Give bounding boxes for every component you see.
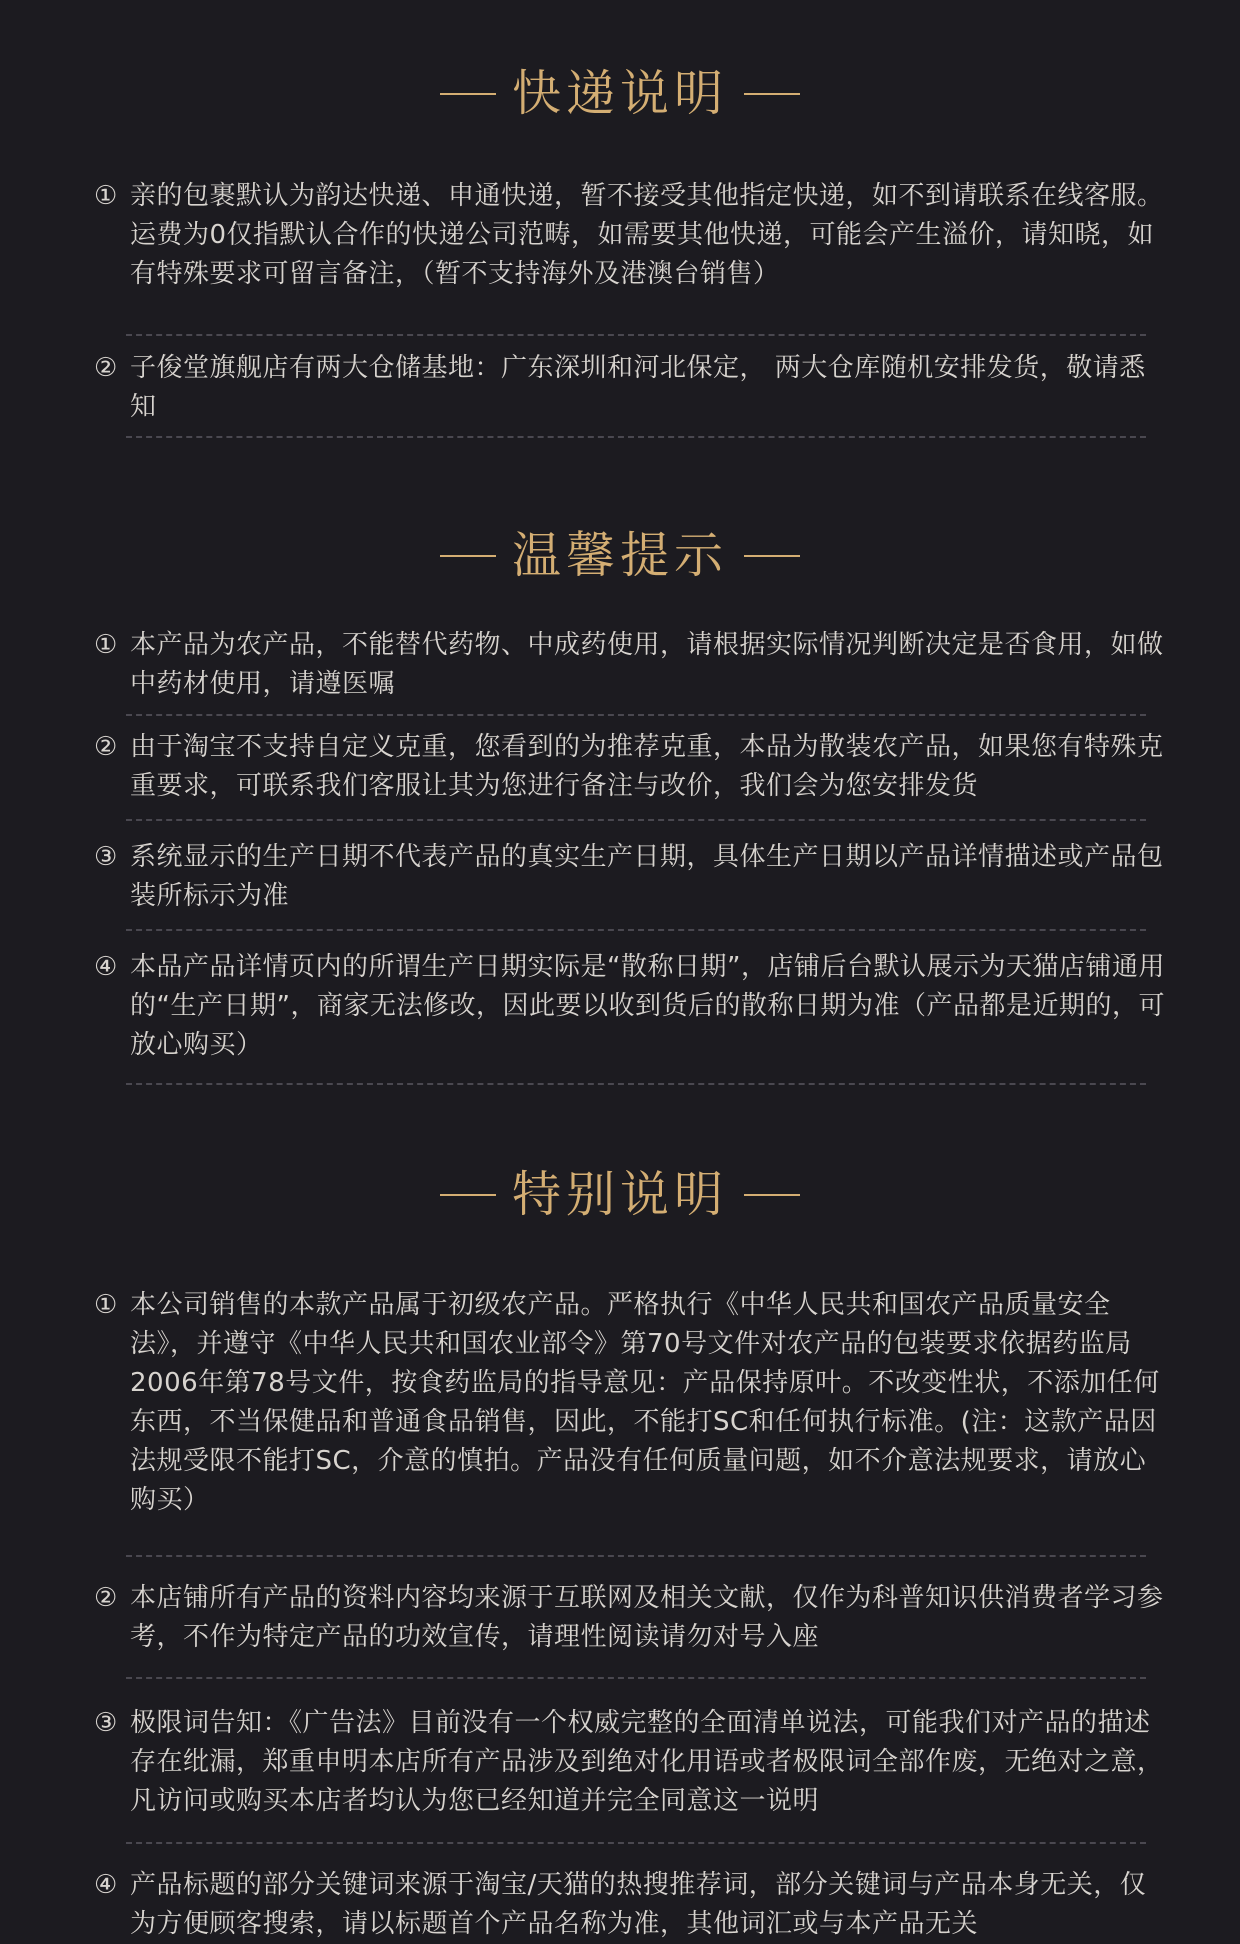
section-title-text: 温馨提示 bbox=[511, 527, 728, 584]
item-number: ② bbox=[94, 1583, 118, 1613]
list-item bbox=[94, 1866, 1166, 1944]
dashed-divider bbox=[126, 714, 1146, 716]
list-item bbox=[94, 838, 1166, 916]
list-item bbox=[94, 948, 1166, 1065]
dashed-divider bbox=[126, 1842, 1146, 1844]
item-number: ① bbox=[94, 181, 118, 211]
list-item bbox=[94, 349, 1166, 427]
dashed-divider bbox=[126, 436, 1146, 438]
item-text: 本产品为农产品，不能替代药物、中成药使用，请根据实际情况判断决定是否食用，如做中药材使用，请遵医嘱 bbox=[130, 630, 1164, 699]
list-item bbox=[94, 626, 1166, 704]
section-title-text: 特别说明 bbox=[511, 1166, 728, 1223]
dashed-divider bbox=[126, 929, 1146, 931]
list-item bbox=[94, 177, 1166, 294]
item-text: 由于淘宝不支持自定义克重，您看到的为推荐克重，本品为散装农产品，如果您有特殊克重要求，可联系我们客服让其为您进行备注与改价，我们会为您安排发货 bbox=[130, 732, 1164, 801]
item-number: ② bbox=[94, 732, 118, 762]
section-title-tips bbox=[0, 526, 1240, 586]
title-dash-right bbox=[744, 1194, 800, 1196]
dashed-divider bbox=[126, 1555, 1146, 1557]
title-dash-right bbox=[744, 93, 800, 95]
section-title-special bbox=[0, 1165, 1240, 1225]
item-number: ③ bbox=[94, 842, 118, 872]
item-text: 极限词告知：《广告法》目前没有一个权威完整的全面清单说法，可能我们对产品的描述存在纰漏，郑重申明本店所有产品涉及到绝对化用语或者极限词全部作废，无绝对之意，凡访问或购买本店者均认为您已经知道并完全同意这一说明 bbox=[130, 1708, 1164, 1816]
section-title-text: 快递说明 bbox=[511, 65, 728, 122]
item-number: ④ bbox=[94, 952, 118, 982]
item-number: ③ bbox=[94, 1708, 118, 1738]
title-dash-left bbox=[440, 1194, 496, 1196]
item-number: ① bbox=[94, 1290, 118, 1320]
item-number: ② bbox=[94, 353, 118, 383]
dashed-divider bbox=[126, 334, 1146, 336]
list-item bbox=[94, 728, 1166, 806]
dashed-divider bbox=[126, 1677, 1146, 1679]
dashed-divider bbox=[126, 1083, 1146, 1085]
item-text: 系统显示的生产日期不代表产品的真实生产日期，具体生产日期以产品详情描述或产品包装所标示为准 bbox=[130, 842, 1164, 911]
item-number: ④ bbox=[94, 1870, 118, 1900]
list-item bbox=[94, 1579, 1166, 1657]
list-item bbox=[94, 1286, 1166, 1520]
item-text: 子俊堂旗舰店有两大仓储基地：广东深圳和河北保定， 两大仓库随机安排发货，敬请悉知 bbox=[130, 353, 1146, 422]
item-text: 本公司销售的本款产品属于初级农产品。严格执行《中华人民共和国农产品质量安全法》，并遵守《中华人民共和国农业部令》第70号文件对农产品的包装要求依据药监局2006年第78号文件，按食药监局的指导意见：产品保持原叶。不改变性状，不添加任何东西，不当保健品和普通食品销售，因此，不能打SC和任何执行标准。(注：这款产品因法规受限不能打SC，介意的慎拍。产品没有任何质量问题，如不介意法规要求，请放心购买） bbox=[130, 1290, 1160, 1515]
item-number: ① bbox=[94, 630, 118, 660]
title-dash-left bbox=[440, 555, 496, 557]
item-text: 本品产品详情页内的所谓生产日期实际是“散称日期”，店铺后台默认展示为天猫店铺通用的“生产日期”，商家无法修改，因此要以收到货后的散称日期为准（产品都是近期的，可放心购买） bbox=[130, 952, 1165, 1060]
dashed-divider bbox=[126, 819, 1146, 821]
title-dash-right bbox=[744, 555, 800, 557]
item-text: 亲的包裹默认为韵达快递、申通快递，暂不接受其他指定快递，如不到请联系在线客服。运费为0仅指默认合作的快递公司范畴，如需要其他快递，可能会产生溢价，请知晓，如有特殊要求可留言备注，（暂不支持海外及港澳台销售） bbox=[130, 181, 1164, 289]
title-dash-left bbox=[440, 93, 496, 95]
section-title-express bbox=[0, 64, 1240, 124]
list-item bbox=[94, 1704, 1166, 1821]
item-text: 产品标题的部分关键词来源于淘宝/天猫的热搜推荐词，部分关键词与产品本身无关，仅为方便顾客搜索，请以标题首个产品名称为准，其他词汇或与本产品无关 bbox=[130, 1870, 1147, 1939]
item-text: 本店铺所有产品的资料内容均来源于互联网及相关文献，仅作为科普知识供消费者学习参考，不作为特定产品的功效宣传，请理性阅读请勿对号入座 bbox=[130, 1583, 1164, 1652]
